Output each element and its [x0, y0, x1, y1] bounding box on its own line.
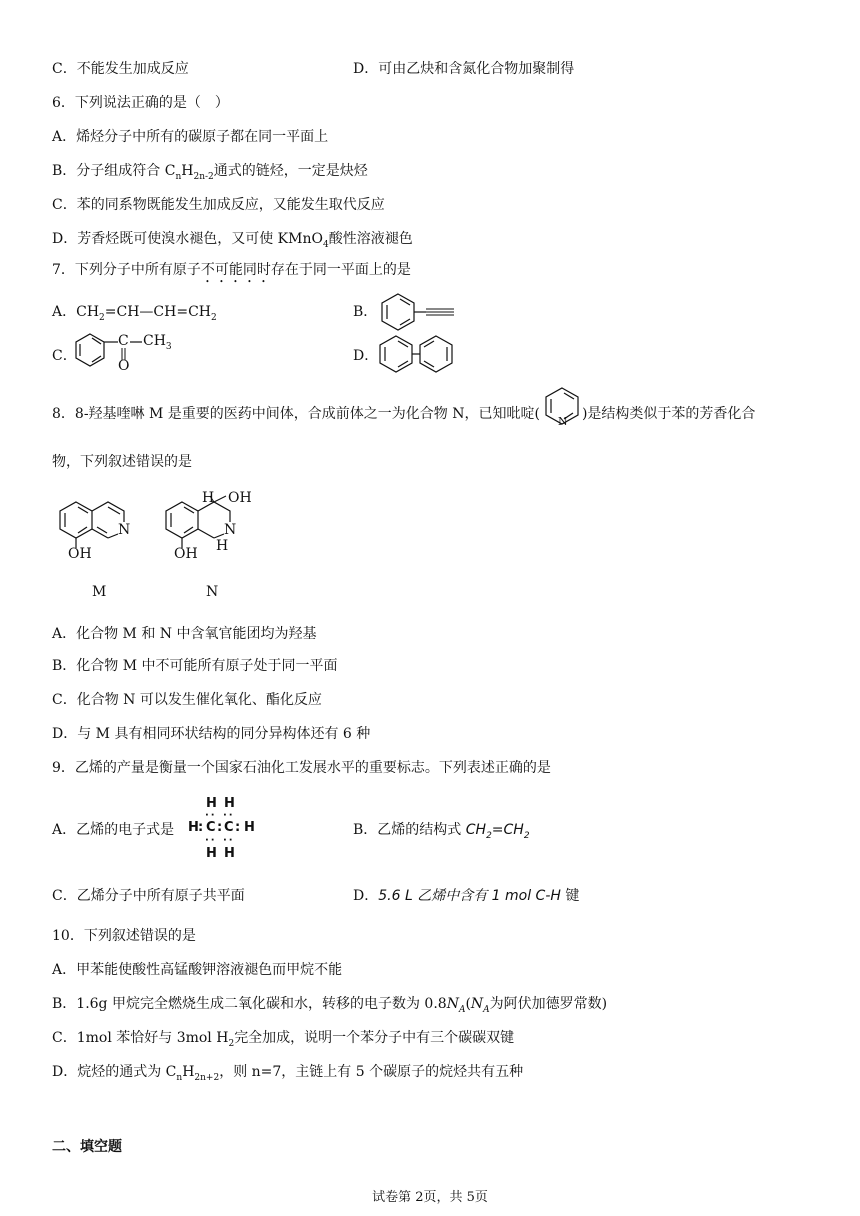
- m-oh-label: OH: [68, 546, 92, 562]
- q8-option-b: B．化合物 M 中不可能所有原子处于同一平面: [52, 658, 338, 674]
- q7-option-a: A．$CH_2=CH—CH=CH_2$: [52, 304, 217, 323]
- q9-option-a: A．乙烯的电子式是: [52, 822, 175, 838]
- n-nh-n-label: N: [224, 522, 237, 538]
- n-top-oh-label: OH: [228, 490, 252, 506]
- oxygen-label: O: [118, 358, 130, 374]
- q10-stem: 10．下列叙述错误的是: [52, 928, 196, 944]
- compound-n-structure: [160, 486, 270, 566]
- q9-stem: 9．乙烯的产量是衡量一个国家石油化工发展水平的重要标志。下列表述正确的是: [52, 760, 551, 776]
- q10-option-a: A．甲苯能使酸性高锰酸钾溶液褪色而甲烷不能: [52, 962, 343, 978]
- compound-n-label: N: [206, 584, 219, 600]
- biphenyl-structure: [376, 332, 476, 376]
- q10-option-d: D．烷烃的通式为 $C_nH_{2n+2}$，则 n=7，主链上有 5 个碳原子的烷烃共有五种: [52, 1064, 524, 1083]
- q7-option-b-label: B．: [353, 304, 378, 320]
- pyridine-inline-structure: N: [540, 404, 582, 424]
- q7-option-c-label: C．: [52, 348, 77, 364]
- q9-option-d: D．5.6 L 乙烯中含有 1 mol C-H 键: [353, 888, 580, 904]
- q10-option-b: B．1.6g 甲烷完全燃烧生成二氧化碳和水，转移的电子数为 $0.8N_A(N_A$为阿伏加德罗常数): [52, 996, 608, 1015]
- q8-stem-line2: 物，下列叙述错误的是: [52, 454, 192, 470]
- n-oh-label: OH: [174, 546, 198, 562]
- compound-m-label: M: [92, 584, 107, 600]
- compound-m-structure: [54, 496, 144, 562]
- n-h-label: H: [202, 490, 215, 506]
- q6-stem: 6．下列说法正确的是（ ）: [52, 95, 229, 111]
- q6-option-c: C．苯的同系物既能发生加成反应，又能发生取代反应: [52, 197, 385, 213]
- q8-option-d: D．与 M 具有相同环状结构的同分异构体还有 6 种: [52, 726, 371, 742]
- q6-option-d: D．芳香烃既可使溴水褪色，又可使 KMnO$_4$酸性溶液褪色: [52, 231, 413, 250]
- q9-option-c: C．乙烯分子中所有原子共平面: [52, 888, 245, 904]
- q7-stem: 7．下列分子中所有原子不可能同时存在于同一平面上的是: [52, 262, 411, 278]
- section-header-fill-in: 二、填空题: [52, 1139, 122, 1155]
- n-nh-h-label: H: [216, 538, 229, 554]
- q10-option-c: C．1mol 苯恰好与 3mol $H_2$完全加成，说明一个苯分子中有三个碳碳双键: [52, 1030, 515, 1049]
- q5-option-d: D．可由乙炔和含氮化合物加聚制得: [353, 61, 575, 77]
- acetophenone-structure: [74, 330, 184, 376]
- page-footer: 试卷第 2页，共 5页: [372, 1190, 488, 1205]
- methyl-label: $CH_3$: [143, 333, 172, 352]
- ethylene-electron-formula: H H ·· ·· H : C : C : H ·· ·· H H: [188, 796, 255, 861]
- m-n-label: N: [118, 522, 131, 538]
- q9-option-b: B．乙烯的结构式 $CH_2=CH_2$: [353, 822, 530, 841]
- q8-stem-line1: 8．8-羟基喹啉 M 是重要的医药中间体，合成前体之一为化合物 N，已知吡啶( N )是结构类似于苯的芳香化合: [52, 404, 755, 424]
- q5-option-c: C．不能发生加成反应: [52, 61, 189, 77]
- q8-option-c: C．化合物 N 可以发生催化氧化、酯化反应: [52, 692, 322, 708]
- q7-option-d-label: D．: [353, 348, 379, 364]
- q6-option-a: A．烯烃分子中所有的碳原子都在同一平面上: [52, 129, 329, 145]
- carbonyl-c-label: C: [118, 333, 129, 349]
- q8-option-a: A．化合物 M 和 N 中含氧官能团均为羟基: [52, 626, 317, 642]
- q6-option-b: B．分子组成符合 $C_nH_{2n-2}$通式的链烃，一定是炔烃: [52, 163, 368, 182]
- phenylacetylene-structure: [376, 290, 460, 334]
